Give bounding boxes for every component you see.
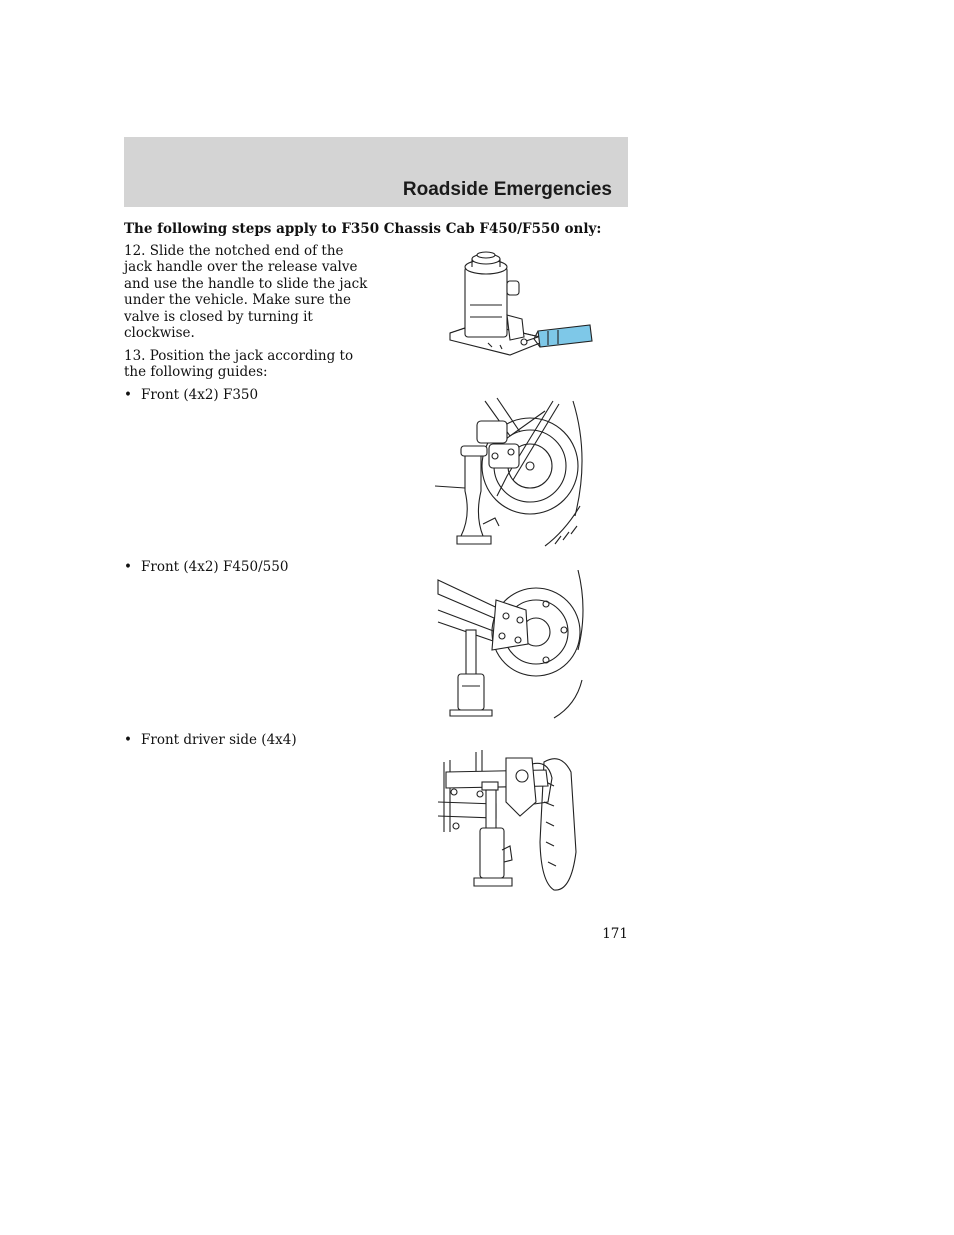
jack-under-front-4x2-f350-illustration [435,396,585,548]
intro-heading: The following steps apply to F350 Chassis Cab F450/F550 only: [124,221,602,237]
guide-item-front-driver-side-4x4 [124,732,297,748]
header-band [124,137,628,207]
guide-label: Front (4x2) F350 [141,387,259,403]
guide-label: Front (4x2) F450/550 [141,559,289,575]
guide-item-front-4x2-f450-550 [124,559,288,575]
bullet: • [124,559,132,575]
bottle-jack-with-handle-illustration [440,245,595,360]
guide-item-front-4x2-f350 [124,387,258,403]
section-title: Roadside Emergencies [402,179,612,200]
page-number: 171 [602,926,628,942]
guide-label: Front driver side (4x4) [141,732,297,748]
bullet: • [124,732,132,748]
bullet: • [124,387,132,403]
step-13: 13. Position the jack according to the following guides: [124,348,354,381]
step-12: 12. Slide the notched end of the jack handle over the release valve and use the handle to slide the jack under the vehicle. Make sure the valve is closed by turning it clockwise. [124,243,368,342]
jack-under-front-4x2-f450-550-illustration [436,570,584,720]
jack-under-front-4x4-driver-side-illustration [436,742,586,892]
